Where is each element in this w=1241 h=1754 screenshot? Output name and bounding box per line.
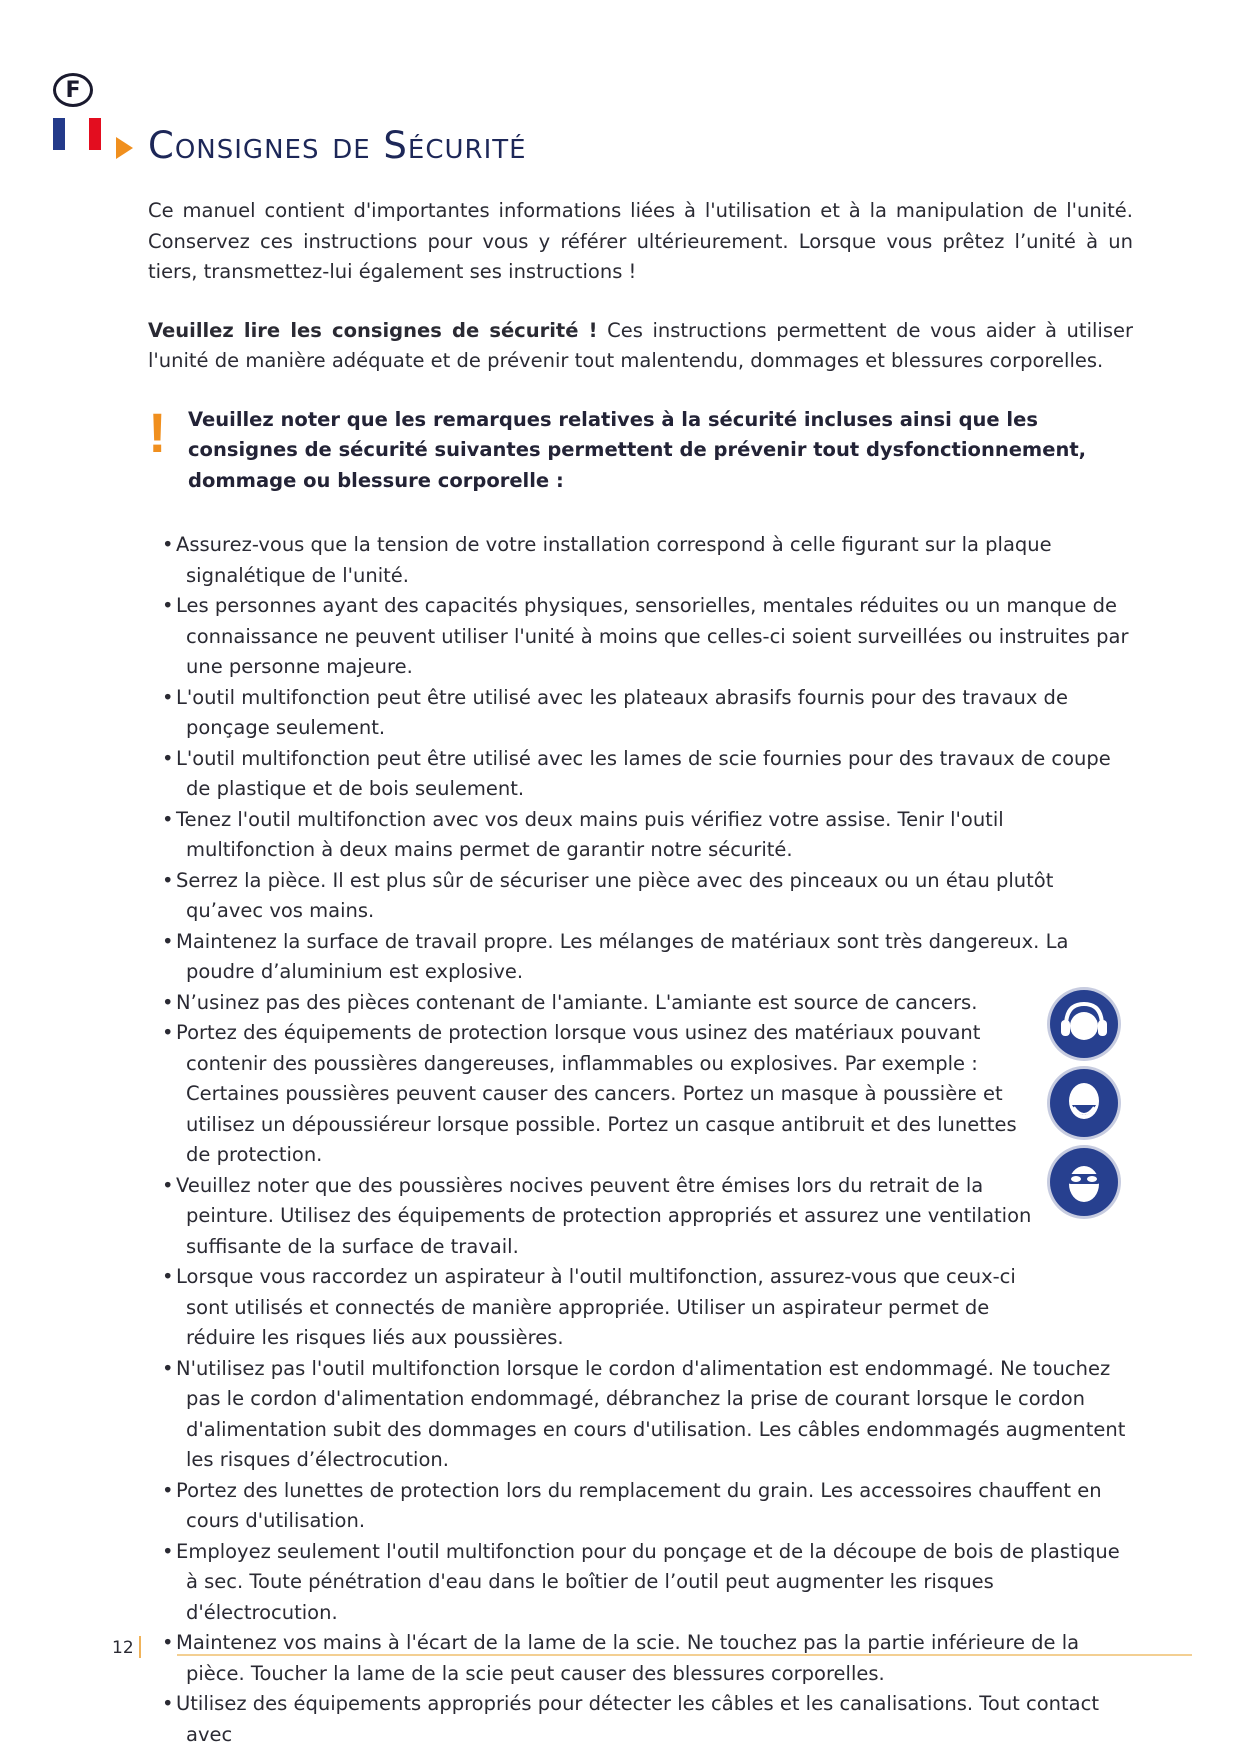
list-item: • Assurez-vous que la tension de votre installation correspond à celle figurant sur la plaque signalétique de l'unité. [148, 530, 1133, 591]
warning-text: Veuillez noter que les remarques relatives à la sécurité incluses ainsi que les consignes de sécurité suivantes permettent de prévenir tout dysfonctionnement, dommage ou blessure corporelle : [188, 407, 1087, 492]
title-arrow-icon [116, 137, 133, 159]
warning-block [148, 400, 1133, 497]
list-item: • Maintenez la surface de travail propre. Les mélanges de matériaux sont très dangereux. La poudre d’aluminium est explosive. [148, 927, 1133, 988]
read-notice-paragraph [148, 316, 1133, 377]
list-item: • Veuillez noter que des poussières nocives peuvent être émises lors du retrait de la peinture. Utilisez des équipements de protection appropriés et assurez une ventilation suffisante de la surface de travail. [148, 1171, 1133, 1263]
list-item: • Les personnes ayant des capacités physiques, sensorielles, mentales réduites ou un manque de connaissance ne peuvent utiliser l'unité à moins que celles-ci soient surveillées ou instruites par une personne majeure. [148, 591, 1133, 683]
page-content [148, 196, 1133, 1750]
list-item: • L'outil multifonction peut être utilisé avec les lames de scie fournies pour des travaux de coupe de plastique et de bois seulement. [148, 744, 1133, 805]
page-number: 12 [112, 1638, 134, 1658]
list-item: • Tenez l'outil multifonction avec vos deux mains puis vérifiez votre assise. Tenir l'outil multifonction à deux mains permet de garantir notre sécurité. [148, 805, 1133, 866]
list-item: • Serrez la pièce. Il est plus sûr de sécuriser une pièce avec des pinceaux ou un étau plutôt qu’avec vos mains. [148, 866, 1133, 927]
list-item: • Portez des lunettes de protection lors du remplacement du grain. Les accessoires chauffent en cours d'utilisation. [148, 1476, 1133, 1537]
language-badge [53, 73, 93, 107]
footer-rule [177, 1654, 1192, 1656]
list-item: • Utilisez des équipements appropriés pour détecter les câbles et les canalisations. Tout contact avec [148, 1689, 1133, 1750]
list-item: • Maintenez vos mains à l'écart de la lame de la scie. Ne touchez pas la partie inférieure de la pièce. Toucher la lame de la scie peut causer des blessures corporelles. [148, 1628, 1133, 1689]
language-code: F [65, 77, 81, 103]
warning-exclamation-icon: ! [148, 400, 167, 464]
page-title: Consignes de Sécurité [148, 124, 527, 167]
safety-instructions-list [148, 530, 1133, 1750]
ear-protection-icon [1050, 990, 1118, 1058]
french-flag-icon [53, 118, 102, 150]
list-item: • N’usinez pas des pièces contenant de l'amiante. L'amiante est source de cancers. [148, 988, 1133, 1019]
read-notice-text: Ces instructions permettent de vous aider à utiliser l'unité de manière adéquate et de prévenir tout malentendu, dommages et blessures corporelles. [148, 318, 1133, 372]
read-notice-bold: Veuillez lire les consignes de sécurité ! [148, 318, 598, 342]
list-item: • Employez seulement l'outil multifonction pour du ponçage et de la découpe de bois de plastique à sec. Toute pénétration d'eau dans le boîtier de l’outil peut augmenter les risques d'électrocution. [148, 1537, 1133, 1629]
list-item: • L'outil multifonction peut être utilisé avec les plateaux abrasifs fournis pour des travaux de ponçage seulement. [148, 683, 1133, 744]
list-item: • N'utilisez pas l'outil multifonction lorsque le cordon d'alimentation est endommagé. Ne touchez pas le cordon d'alimentation endommagé, débranchez la prise de courant lorsque le cordon d'alimentation subit des dommages en cours d'utilisation. Les câbles endommagés augmentent les risques d’électrocution. [148, 1354, 1133, 1476]
footer-separator [139, 1636, 141, 1658]
safety-goggles-icon [1050, 1148, 1118, 1216]
dust-mask-icon [1050, 1069, 1118, 1137]
list-item: • Lorsque vous raccordez un aspirateur à l'outil multifonction, assurez-vous que ceux-ci sont utilisés et connectés de manière appropriée. Utiliser un aspirateur permet de réduire les risques liés aux poussières. [148, 1262, 1133, 1354]
intro-paragraph: Ce manuel contient d'importantes informations liées à l'utilisation et à la manipulation de l'unité. Conservez ces instructions pour vous y référer ultérieurement. Lorsque vous prêtez l’unité à un tiers, transmettez-lui également ses instructions ! [148, 199, 1133, 283]
list-item: • Portez des équipements de protection lorsque vous usinez des matériaux pouvant contenir des poussières dangereuses, inflammables ou explosives. Par exemple : Certaines poussières peuvent causer des cancers. Portez un masque à poussière et utilisez un dépoussiéreur lorsque possible. Portez un casque antibruit et des lunettes de protection. [148, 1018, 1133, 1171]
